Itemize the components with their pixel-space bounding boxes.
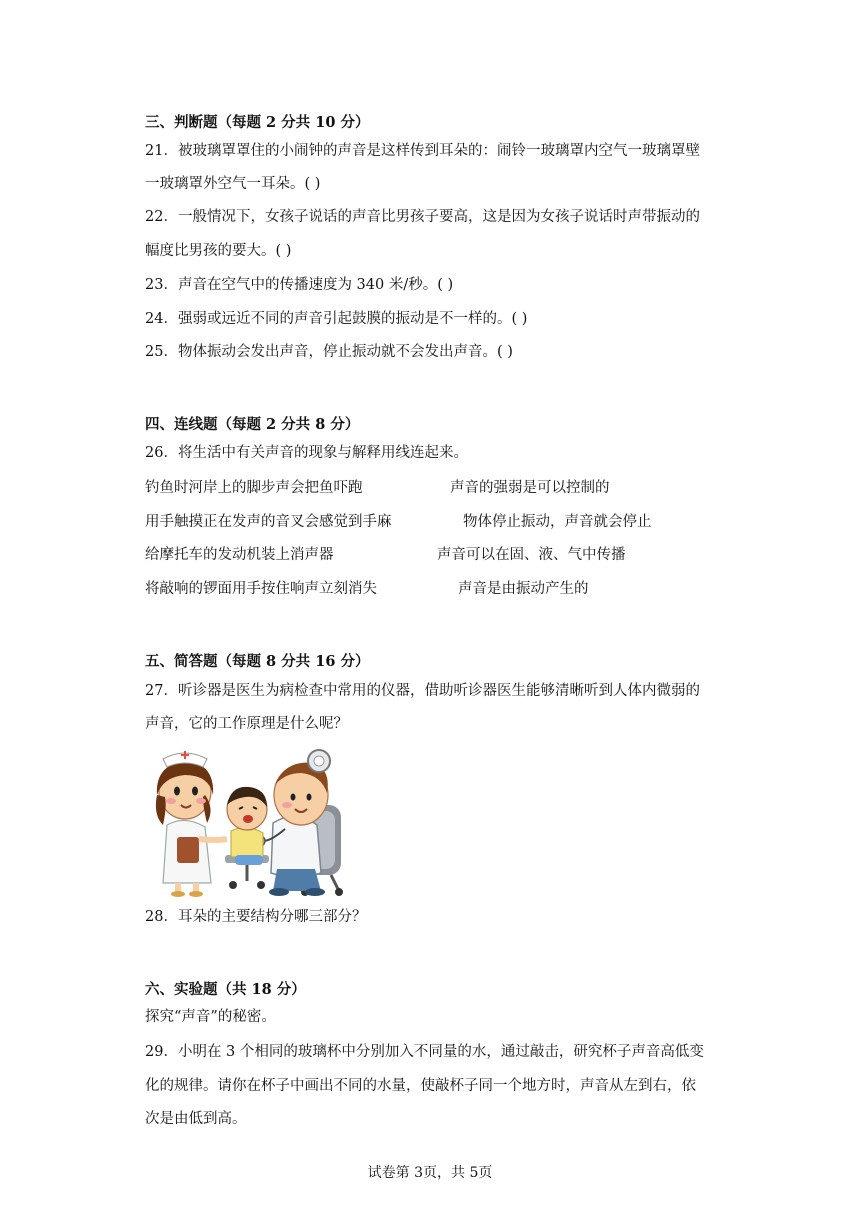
question-29-line1: 29．小明在 3 个相同的玻璃杯中分别加入不同量的水，通过敲击，研究杯子声音高低变	[145, 1044, 704, 1060]
experiment-intro: 探究“声音”的秘密。	[145, 1009, 276, 1025]
section5-heading: 五、简答题（每题 8 分共 16 分）	[145, 653, 370, 670]
question-22-line2: 幅度比男孩的要大。( )	[145, 243, 292, 259]
question-27-line1: 27．听诊器是医生为病检查中常用的仪器，借助听诊器医生能够清晰听到人体内微弱的	[145, 683, 700, 699]
question-29-line2: 化的规律。请你在杯子中画出不同的水量，使敲杯子同一个地方时，声音从左到右，依	[145, 1078, 696, 1094]
match-right-item: 声音的强弱是可以控制的	[450, 480, 610, 496]
question-29-line3: 次是由低到高。	[145, 1111, 247, 1127]
question-26: 26．将生活中有关声音的现象与解释用线连起来。	[145, 445, 468, 461]
question-21-line2: 一玻璃罩外空气一耳朵。( )	[145, 176, 321, 192]
match-left-item: 将敲响的锣面用手按住响声立刻消失	[145, 581, 377, 597]
section4-heading: 四、连线题（每题 2 分共 8 分）	[145, 416, 360, 433]
question-23: 23．声音在空气中的传播速度为 340 米/秒。( )	[145, 277, 454, 293]
question-22-line1: 22．一般情况下，女孩子说话的声音比男孩子要高，这是因为女孩子说话时声带振动的	[145, 209, 700, 225]
section6-heading: 六、实验题（共 18 分）	[145, 981, 306, 998]
section3-heading: 三、判断题（每题 2 分共 10 分）	[145, 114, 370, 131]
question-28: 28．耳朵的主要结构分哪三部分？	[145, 909, 367, 925]
question-25: 25．物体振动会发出声音，停止振动就不会发出声音。( )	[145, 344, 513, 360]
question-21-line1: 21．被玻璃罩罩住的小闹钟的声音是这样传到耳朵的：闹铃一玻璃罩内空气一玻璃罩壁	[145, 143, 700, 159]
question-24: 24．强弱或远近不同的声音引起鼓膜的振动是不一样的。( )	[145, 311, 528, 327]
match-left-item: 钓鱼时河岸上的脚步声会把鱼吓跑	[145, 480, 363, 496]
page-footer: 试卷第 3页，共 5页	[367, 1165, 493, 1181]
match-right-item: 声音是由振动产生的	[458, 581, 589, 597]
match-left-item: 用手触摸正在发声的音叉会感觉到手麻	[145, 514, 392, 530]
match-right-item: 声音可以在固、液、气中传播	[437, 547, 626, 563]
doctor-stethoscope-illustration	[145, 745, 355, 897]
match-right-item: 物体停止振动，声音就会停止	[463, 514, 652, 530]
question-27-line2: 声音，它的工作原理是什么呢？	[145, 716, 348, 732]
match-left-item: 给摩托车的发动机装上消声器	[145, 547, 334, 563]
